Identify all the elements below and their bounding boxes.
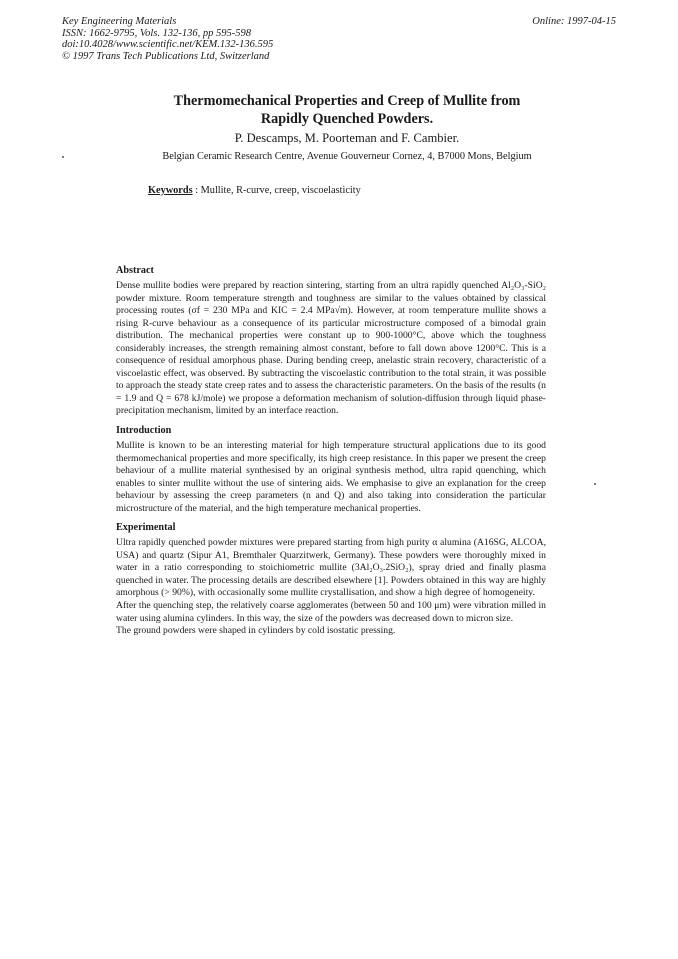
introduction-heading: Introduction: [116, 425, 172, 437]
experimental-heading: Experimental: [116, 522, 176, 534]
margin-dot: [62, 156, 64, 158]
issn-line: ISSN: 1662-9795, Vols. 132-136, pp 595-598: [62, 27, 251, 39]
abstract-text: Dense mullite bodies were prepared by reaction sintering, starting from an ultra rapidly quenched Al₂O₃-SiO₂ powder mixture. Room temperature strength and toughness are similar to the values obtained by classical processing routes (σf = 230 MPa and KIC = 2.4 MPa√m). However, at room temperature mullite shows a rising R-curve behaviour as a consequence of its particular microstructure composed of a bimodal grain distribution. The mechanical properties were constant up to 900-1000°C, above which the toughness considerably increases, the strength remaining almost constant, before to fall down above 1200°C. This is a consequence of residual amorphous phase. During bending creep, anelastic strain recovery, characteristic of a viscoelastic effect, was observed. By subtracting the viscoelastic contribution to the total strain, it was possible to approach the steady state creep rates and to assess the characteristic parameters. On the basis of the results (n = 1.9 and Q = 678 kJ/mole) we propose a deformation mechanism of solution-diffusion through liquid phase-precipitation mechanism, limited by an interface reaction.: [116, 280, 546, 417]
experimental-paragraph-2: After the quenching step, the relatively coarse agglomerates (between 50 and 100 μm) were vibration milled in water using alumina cylinders. In this way, the size of the powders was decreased down to micron size.: [116, 600, 546, 624]
experimental-paragraph-1: Ultra rapidly quenched powder mixtures were prepared starting from high purity α alumina (A16SG, ALCOA, USA) and quartz (Sipur A1, Bremthaler Quarzitwerk, Germany). These powders were thoroughly mixed in water in a ratio corresponding to stoichiometric mullite (3Al₂O₃.2SiO₂), spray dried and finally plasma quenched in water. The processing details are described elsewhere [1]. Powders obtained in this way are highly amorphous (> 90%), with occasionally some mullite crystallisation, and show a high degree of homogeneity.: [116, 537, 546, 599]
paper-body: [116, 264, 546, 638]
paper-title: [120, 93, 574, 128]
keywords-text: : Mullite, R-curve, creep, viscoelasticity: [192, 185, 361, 196]
margin-dot: [594, 483, 596, 485]
keywords-line: [148, 184, 361, 197]
title-line-1: Thermomechanical Properties and Creep of Mullite from: [173, 93, 521, 109]
journal-name: Key Engineering Materials: [62, 16, 177, 27]
keywords-label: Keywords: [148, 185, 193, 196]
abstract-heading: Abstract: [116, 265, 154, 276]
copyright-line: © 1997 Trans Tech Publications Ltd, Switzerland: [62, 50, 270, 62]
author-list: P. Descamps, M. Poorteman and F. Cambier.: [234, 131, 460, 145]
title-line-2: Rapidly Quenched Powders.: [260, 110, 434, 127]
doi-line: doi:10.4028/www.scientific.net/KEM.132-136.595: [62, 39, 274, 51]
journal-header: [62, 16, 273, 62]
introduction-text: Mullite is known to be an interesting material for high temperature structural applications due to its good thermomechanical properties and more specifically, its high creep resistance. In this paper we present the creep behaviour of a mullite material synthesised by an original synthesis method, ultra rapid quenching, which enables to sinter mullite without the use of sintering aids. We emphasise to give an explanation for the creep behaviour by assessing the creep parameters (n and Q) and also taking into consideration the particular microstructure of the material, and the high temperature mechanical properties.: [116, 440, 546, 514]
affiliation: Belgian Ceramic Research Centre, Avenue Gouverneur Cornez, 4, B7000 Mons, Belgium: [162, 151, 532, 162]
online-date: Online: 1997-04-15: [532, 16, 616, 27]
experimental-paragraph-3: The ground powders were shaped in cylinders by cold isostatic pressing.: [116, 625, 396, 637]
